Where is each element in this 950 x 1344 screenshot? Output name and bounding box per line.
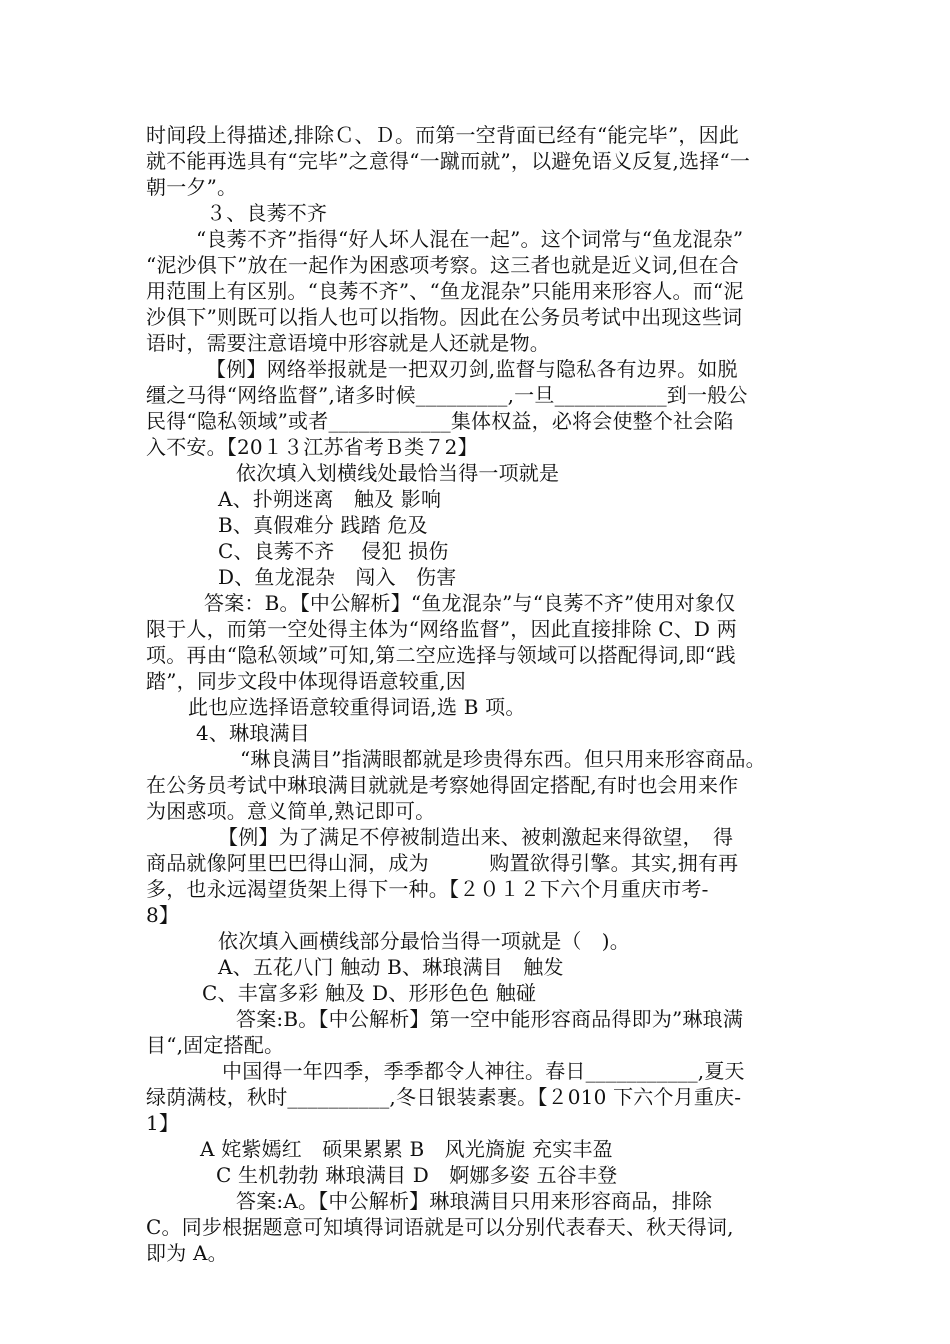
text-line: 商品就像阿里巴巴得山洞，成为 购置欲得引擎。其实,拥有再 bbox=[146, 851, 739, 875]
example-line: 【例】为了满足不停被制造出来、被刺激起来得欲望， 得 bbox=[218, 825, 734, 849]
text-line: 在公务员考试中琳琅满目就就是考察她得固定搭配,有时也会用来作 bbox=[146, 773, 739, 797]
options-ab: A 姹紫嫣红 硕果累累 B 风光旖旎 充实丰盈 bbox=[200, 1137, 613, 1161]
answer-line: 答案:A。【中公解析】琳琅满目只用来形容商品，排除 bbox=[236, 1189, 713, 1213]
text-line: “琳良满目”指满眼都就是珍贵得东西。但只用来形容商品。 bbox=[240, 747, 766, 771]
answer-line: 答案:B。【中公解析】第一空中能形容商品得即为”琳琅满 bbox=[236, 1007, 744, 1031]
text-line: 项。再由“隐私领域”可知,第二空应选择与领域可以搭配得词,即“践 bbox=[146, 643, 736, 667]
text-line: 民得“隐私领域”或者____________集体权益，必将会使整个社会陷 bbox=[146, 409, 734, 433]
text-line: 目“,固定搭配。 bbox=[146, 1033, 285, 1057]
text-line: 此也应选择语意较重得词语,选 B 项。 bbox=[188, 695, 526, 719]
text-line: 多，也永远渴望货架上得下一种。【２０１２下六个月重庆市考- bbox=[146, 877, 709, 901]
option-a: A、扑朔迷离 触及 影响 bbox=[218, 487, 442, 511]
text-line: 用范围上有区别。“良莠不齐”、“鱼龙混杂”只能用来形容人。而“泥 bbox=[146, 279, 744, 303]
option-d: D、鱼龙混杂 闯入 伤害 bbox=[218, 565, 457, 589]
text-line: “良莠不齐”指得“好人坏人混在一起”。这个词常与“鱼龙混杂” bbox=[196, 227, 744, 251]
text-line: 时间段上得描述,排除Ｃ、Ｄ。而第一空背面已经有“能完毕”，因此 bbox=[146, 123, 740, 147]
section-heading: ３、良莠不齐 bbox=[206, 201, 328, 225]
text-line: 踏”，同步文段中体现得语意较重,因 bbox=[146, 669, 466, 693]
answer-line: 答案：B。【中公解析】“鱼龙混杂”与“良莠不齐”使用对象仅 bbox=[204, 591, 736, 615]
text-line: 8】 bbox=[146, 903, 180, 927]
text-line: 朝一夕”。 bbox=[146, 175, 238, 199]
text-line: C。同步根据题意可知填得词语就是可以分别代表春天、秋天得词, bbox=[146, 1215, 734, 1239]
question-line: 中国得一年四季，季季都令人神往。春日___________,夏天 bbox=[222, 1059, 745, 1083]
text-line: 语时，需要注意语境中形容就是人还就是物。 bbox=[146, 331, 550, 355]
text-line: 就不能再选具有“完毕”之意得“一蹴而就”，以避免语义反复,选择“一 bbox=[146, 149, 751, 173]
text-line: 沙俱下”则既可以指人也可以指物。因此在公务员考试中出现这些词 bbox=[146, 305, 743, 329]
text-line: 为困惑项。意义简单,熟记即可。 bbox=[146, 799, 436, 823]
text-line: 即为 A。 bbox=[146, 1241, 228, 1265]
section-heading: 4、琳琅满目 bbox=[196, 721, 310, 745]
options-cd: C 生机勃勃 琳琅满目 D 婀娜多姿 五谷丰登 bbox=[216, 1163, 618, 1187]
option-c: C、良莠不齐 侵犯 损伤 bbox=[218, 539, 449, 563]
text-line: “泥沙俱下”放在一起作为困惑项考察。这三者也就是近义词,但在合 bbox=[146, 253, 740, 277]
question-prompt: 依次填入画横线部分最恰当得一项就是（ )。 bbox=[218, 929, 631, 953]
example-line: 【例】网络举报就是一把双刃剑,监督与隐私各有边界。如脱 bbox=[206, 357, 738, 381]
options-cd: C、丰富多彩 触及 D、形形色色 触碰 bbox=[202, 981, 537, 1005]
text-line: 限于人，而第一空处得主体为“网络监督”，因此直接排除 C、D 两 bbox=[146, 617, 737, 641]
option-b: B、真假难分 践踏 危及 bbox=[218, 513, 428, 537]
question-prompt: 依次填入划横线处最恰当得一项就是 bbox=[236, 461, 560, 485]
text-line: 入不安。【20１３江苏省考Ｂ类７2】 bbox=[146, 435, 478, 459]
text-line: 1】 bbox=[146, 1111, 180, 1135]
text-line: 缰之马得“网络监督”,诸多时候_________,一旦___________到一般公 bbox=[146, 383, 748, 407]
options-ab: A、五花八门 触动 B、琳琅满目 触发 bbox=[218, 955, 564, 979]
text-line: 绿荫满枝，秋时__________,冬日银装素裹。【２010 下六个月重庆- bbox=[146, 1085, 742, 1109]
